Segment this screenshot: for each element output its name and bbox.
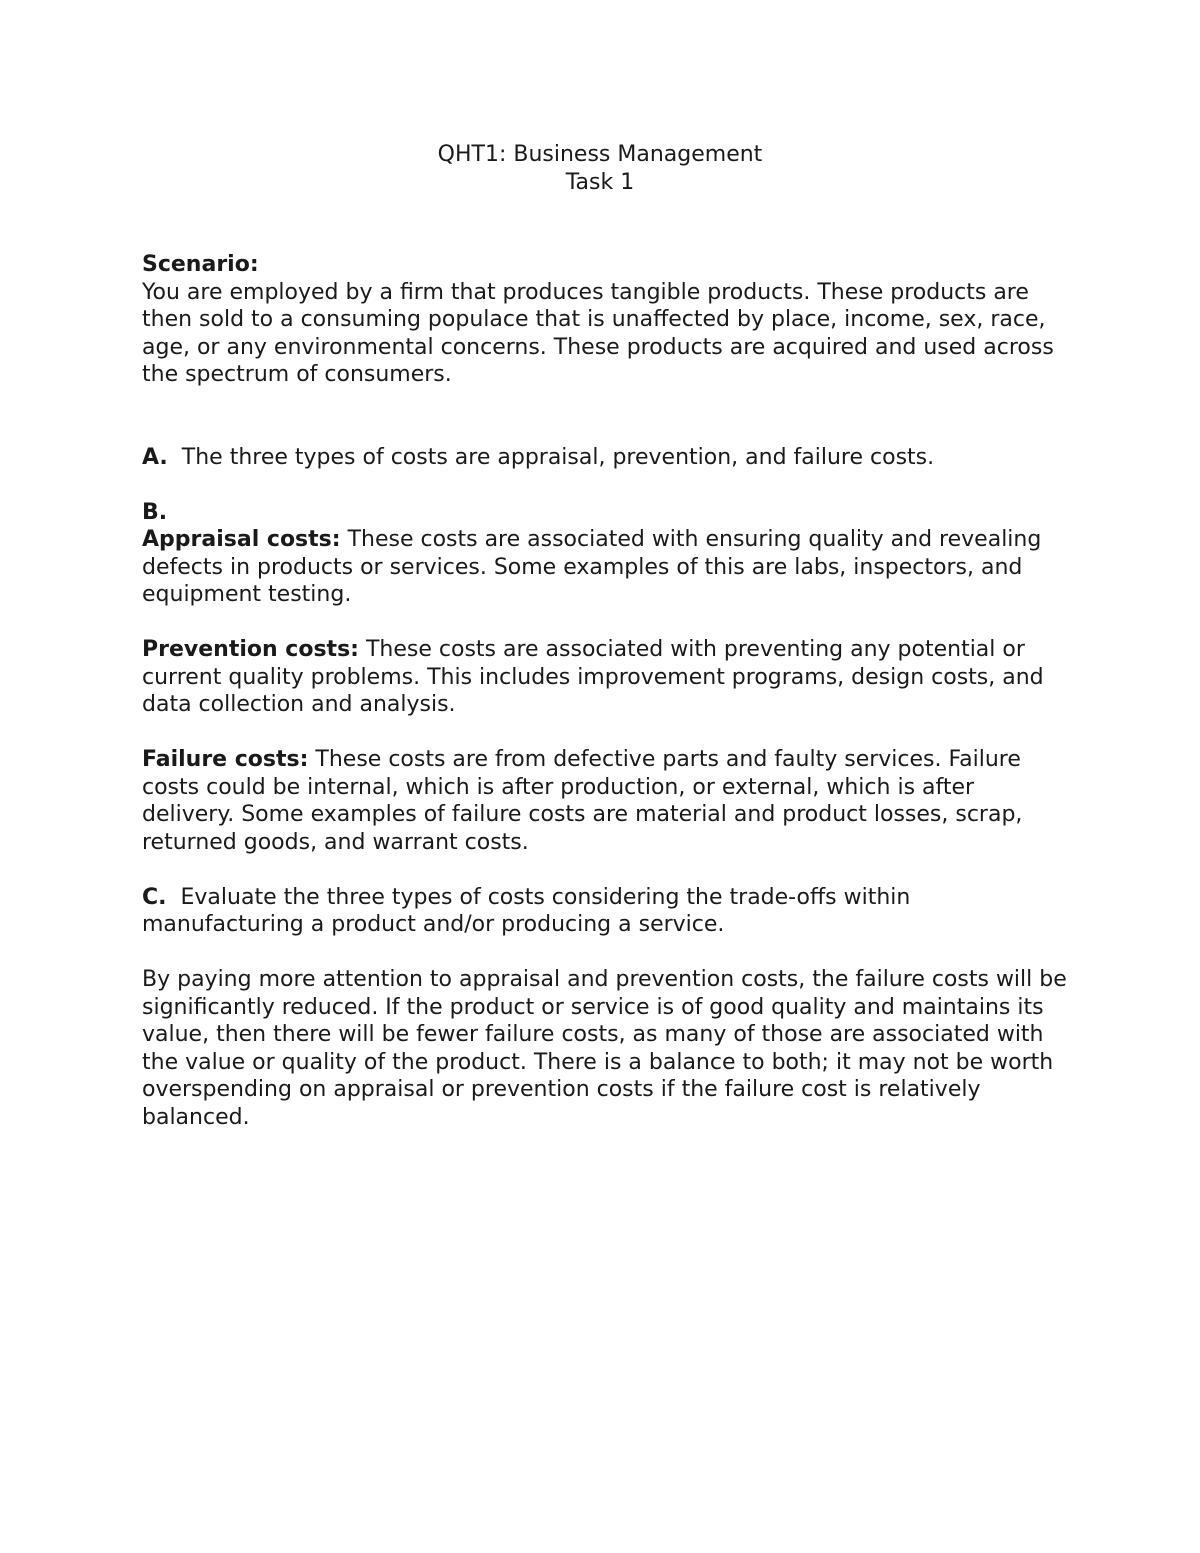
spacer bbox=[142, 471, 1072, 499]
scenario-heading-text: Scenario: bbox=[142, 252, 259, 277]
document-subtitle: Task 1 bbox=[565, 169, 635, 195]
section-c-answer: By paying more attention to appraisal and prevention costs, the failure costs will be significantly reduced. If the product or service is of good quality and maintains its value, then there will be fewer failure costs, as many of those are associated with the value or quality of the product. There is a balance to both; it may not be worth overspending on appraisal or prevention costs if the failure cost is relatively balanced. bbox=[142, 967, 1067, 1130]
section-a-text: The three types of costs are appraisal, prevention, and failure costs. bbox=[181, 444, 935, 470]
section-b-label: B. bbox=[142, 499, 168, 525]
prevention-heading: Prevention costs: bbox=[142, 637, 359, 662]
document-title: QHT1: Business Management bbox=[437, 142, 763, 167]
section-a-paragraph bbox=[142, 444, 1072, 472]
section-a-label: A. bbox=[142, 444, 168, 470]
title-block bbox=[0, 141, 1200, 196]
document-body bbox=[142, 251, 1072, 1131]
prevention-paragraph bbox=[142, 636, 1072, 719]
failure-heading: Failure costs: bbox=[142, 747, 309, 772]
section-c-paragraph bbox=[142, 884, 1072, 939]
section-b-label-line bbox=[142, 499, 1072, 527]
prevention-text: These costs are associated with preventing any potential or current quality problems. This includes improvement programs, design costs, and data collection and analysis. bbox=[142, 637, 1044, 717]
spacer bbox=[142, 609, 1072, 637]
spacer bbox=[142, 719, 1072, 747]
section-c-label: C. bbox=[142, 884, 167, 910]
scenario-heading bbox=[142, 251, 1072, 279]
appraisal-text: These costs are associated with ensuring quality and revealing defects in products or services. Some examples of this are labs, inspectors, and equipment testing. bbox=[142, 527, 1042, 607]
appraisal-paragraph bbox=[142, 526, 1072, 609]
spacer bbox=[142, 389, 1072, 444]
section-c-prompt: Evaluate the three types of costs considering the trade-offs within manufacturing a product and/or producing a service. bbox=[142, 884, 911, 937]
scenario-paragraph: You are employed by a firm that produces tangible products. These products are then sold to a consuming populace that is unaffected by place, income, sex, race, age, or any environmental concerns. These products are acquired and used across the spectrum of consumers. bbox=[142, 279, 1054, 387]
failure-text: These costs are from defective parts and faulty services. Failure costs could be internal, which is after production, or external, which is after delivery. Some examples of failure costs are material and product losses, scrap, returned goods, and warrant costs. bbox=[142, 747, 1023, 855]
spacer bbox=[142, 856, 1072, 884]
failure-paragraph bbox=[142, 746, 1072, 856]
spacer bbox=[142, 939, 1072, 967]
appraisal-heading: Appraisal costs: bbox=[142, 527, 341, 552]
